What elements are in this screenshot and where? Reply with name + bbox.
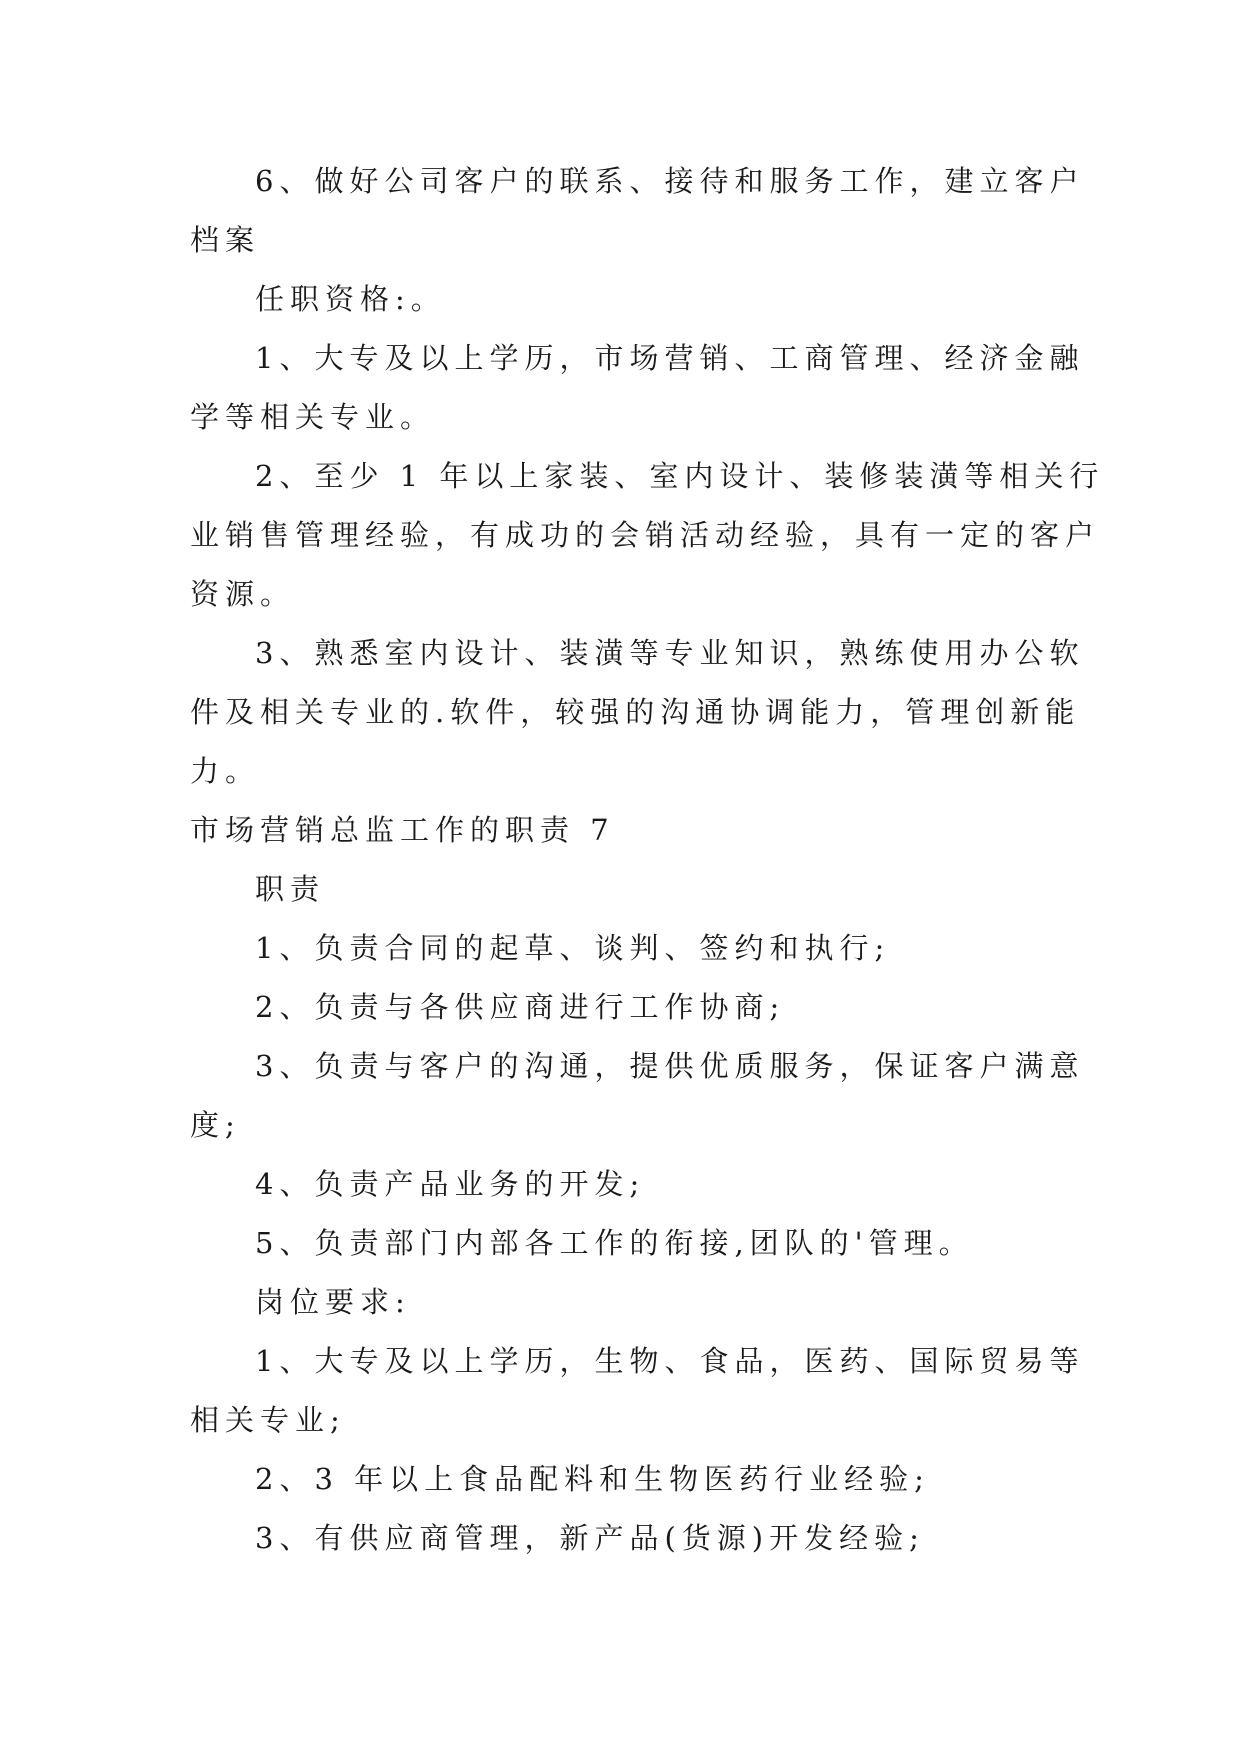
document-title: 市场营销总监工作的职责 7: [190, 813, 615, 847]
paragraph-line: 资源。: [190, 577, 296, 611]
paragraph-line: 度;: [190, 1108, 241, 1142]
paragraph-line: 3、有供应商管理，新产品(货源)开发经验;: [255, 1521, 925, 1555]
paragraph-line: 3、负责与客户的沟通，提供优质服务，保证客户满意: [255, 1049, 1085, 1083]
paragraph-line: 力。: [190, 754, 261, 788]
paragraph-line: 2、至少 1 年以上家装、室内设计、装修装潢等相关行: [255, 459, 1105, 493]
paragraph-line: 学等相关专业。: [190, 400, 436, 434]
paragraph-line: 档案: [190, 223, 261, 257]
paragraph-line: 3、熟悉室内设计、装潢等专业知识，熟练使用办公软: [255, 636, 1085, 670]
paragraph-line: 6、做好公司客户的联系、接待和服务工作，建立客户: [255, 164, 1085, 198]
paragraph-line: 件及相关专业的.软件，较强的沟通协调能力，管理创新能: [190, 695, 1081, 729]
paragraph-line: 1、负责合同的起草、谈判、签约和执行;: [255, 931, 891, 965]
paragraph-line: 2、3 年以上食品配料和生物医药行业经验;: [255, 1462, 930, 1496]
paragraph-line: 相关专业;: [190, 1403, 346, 1437]
section-heading: 任职资格:。: [255, 282, 446, 316]
paragraph-line: 2、负责与各供应商进行工作协商;: [255, 990, 786, 1024]
paragraph-line: 1、大专及以上学历，生物、食品，医药、国际贸易等: [255, 1344, 1085, 1378]
section-heading: 岗位要求:: [255, 1285, 411, 1319]
paragraph-line: 5、负责部门内部各工作的衔接,团队的'管理。: [255, 1226, 974, 1260]
section-heading: 职责: [255, 872, 326, 906]
paragraph-line: 1、大专及以上学历，市场营销、工商管理、经济金融: [255, 341, 1085, 375]
paragraph-line: 4、负责产品业务的开发;: [255, 1167, 646, 1201]
paragraph-line: 业销售管理经验，有成功的会销活动经验，具有一定的客户: [190, 518, 1101, 552]
